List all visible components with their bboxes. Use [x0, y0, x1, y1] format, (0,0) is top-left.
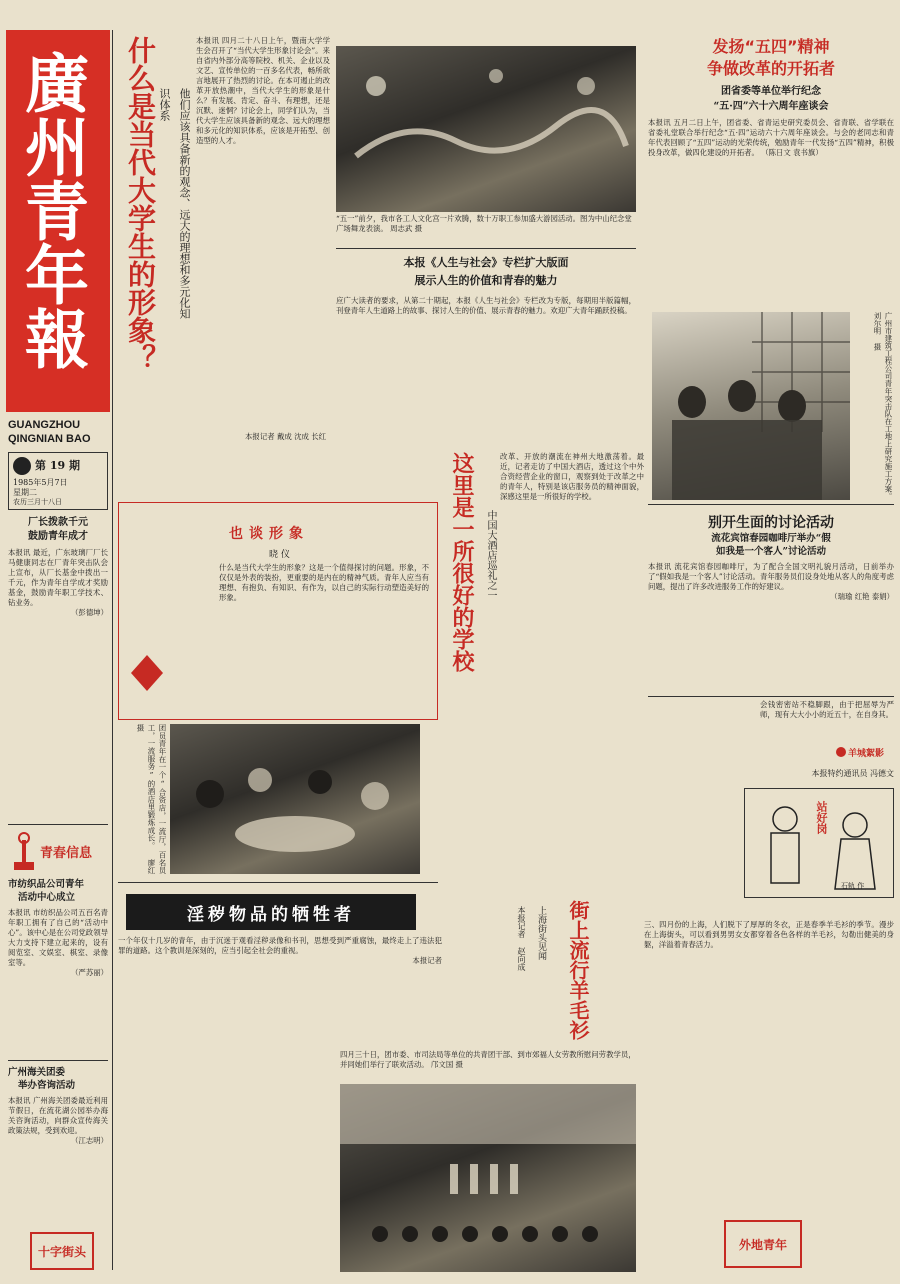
lead-byline: 本报记者 戴成 沈成 长红: [245, 432, 326, 441]
lead-body-text: 本报讯 四月二十八日上午，暨南大学学生会召开了“当代大学生形象讨论会”。来自省内外部分高等院校、机关、企业以及文艺、宣传单位的一百多名代表，畅所欲言地展开了热烈的讨论。在本可遏止的改革开放热潮中，当代大学生的形象是什么？有发展、肯定、奋斗、有理想，还是沉默、迷惘？讨论会上，同学们认为，当代大学生应该具备新的观念、远大的理想和多元化的知识体系，应该是开拓型、创造型的人才。: [196, 36, 330, 145]
may-fourth-author: （陈日文 袁书旗）: [761, 148, 823, 157]
discussion-headline: 别开生面的讨论活动: [708, 515, 834, 531]
issue-weekday: 星期二: [13, 488, 37, 497]
wool-subhead: 上海街头见闻: [536, 906, 546, 960]
issue-date: 1985年5月7日: [13, 478, 68, 487]
construction-caption: 广州市建筑工程公司青年突击队在工地上研究施工方案。 刘尔明 摄: [873, 312, 893, 500]
discussion-subhead-2: 如我是一个客人”讨论活动: [716, 546, 826, 557]
news3-title-2: 举办咨询活动: [18, 1080, 76, 1091]
lead-body-continued: [118, 432, 326, 492]
talk-image-box: [118, 502, 438, 720]
obscene-headline: 淫秽物品的牺牲者: [187, 904, 355, 925]
left-news-3: [8, 1066, 108, 1224]
bottom-left-logo: [30, 1232, 94, 1270]
discussion-body-text: 本报讯 流花宾馆春园咖啡厅，为了配合全国文明礼貌月活动，日前举办了“假如我是一个客人”讨论活动。青年服务员们设身处地从客人的角度考虑问题，提出了许多改进服务工作的好建议。: [648, 562, 894, 591]
wool-byline: 本报记者 赵向成: [517, 906, 526, 971]
lead-body: [196, 36, 330, 492]
news3-title-1: 广州海关团委: [8, 1067, 66, 1078]
decorative-emblem-icon: [129, 653, 165, 697]
cartoon-box: [744, 788, 894, 898]
life-headline-2: 展示人生的价值和青春的魅力: [414, 274, 558, 287]
discussion-body: [648, 562, 894, 692]
bottom-right-logo-text: 外地青年: [738, 1237, 787, 1252]
left-news-2: [8, 878, 108, 1058]
wool-headline: 街上流行羊毛衫: [566, 900, 590, 1040]
yangcheng-label-box: [836, 742, 894, 762]
obscene-headline-box: [126, 894, 416, 930]
lead-headline: 什么是当代大学生的形象？: [124, 36, 157, 372]
life-society-headline: [336, 254, 636, 290]
hotel-school-subhead: 中国大酒店巡礼之一: [485, 510, 496, 600]
pinyin-line-1: GUANGZHOU: [8, 419, 81, 431]
top-photo-dragon-dance: [336, 46, 636, 212]
news2-title-1: 市纺织品公司青年: [8, 879, 85, 890]
news1-title-2: 鼓励青年成才: [28, 531, 88, 542]
bottom-left-logo-text: 十字街头: [37, 1244, 86, 1259]
left-news-1: [8, 516, 108, 821]
talk-image-title: 也谈形象: [229, 526, 309, 542]
may-fourth-subhead-1: 团省委等单位举行纪念: [721, 86, 821, 97]
labor-camp-photo: [340, 1084, 636, 1272]
news2-author: （严苏丽）: [71, 968, 108, 977]
antenna-icon: [12, 832, 36, 870]
life-headline-1: 本报《人生与社会》专栏扩大版面: [403, 256, 569, 269]
cartoon-author: 石轨 作: [841, 882, 865, 890]
yangcheng-column-label: 羊城絮影: [848, 748, 885, 759]
wool-photo-caption: 四月三十日，团市委、市司法局等单位的共青团干部、到市郊福人女劳教所慰问劳教学员，并同她们举行了联欢活动。 邝文国 摄: [340, 1050, 636, 1069]
news2-body: 本报讯 市纺织品公司五百名青年职工拥有了自己的“活动中心”。该中心是在公司党政领导大力支持下建立起来的，设有阅览室、文娱室、棋室、录像室等。: [8, 908, 108, 967]
issue-box: [8, 452, 108, 510]
hotel-photo-caption: 团员青年在一个“合资店，一流厅，百名员工，一流服务”的酒店里锻炼成长。 廖红 摄: [136, 724, 167, 874]
yangcheng-author: 本报特约通讯员 冯德文: [811, 769, 894, 778]
issue-lunar: 农历三月十八日: [13, 498, 62, 506]
may-fourth-body: [648, 118, 894, 306]
construction-photo: [652, 312, 850, 500]
obscene-body-text: 一个年仅十几岁的青年，由于沉迷于观看淫秽录像和书刊，思想受到严重腐蚀，最终走上了违法犯罪的道路。这个教训是深刻的，应当引起全社会的重视。: [118, 936, 442, 955]
qingchun-xinxi-label: [8, 830, 108, 874]
section-label: 青春信息: [40, 846, 93, 861]
newspaper-title: 廣州青年報: [14, 50, 89, 370]
issue-number: 第 19 期: [35, 459, 80, 472]
hotel-school-body: 改革、开放的潮流在神州大地激荡着。最近，记者走访了中国大酒店，透过这个中外合资经营企业的窗口，观察到处于改革之中的青年人，特别是该店服务员的精神面貌，深感这里是一所很好的学校。: [500, 452, 644, 501]
news1-body: 本报讯 最近，广东玻璃厂厂长马健康同志在厂青年突击队会上宣布，从厂长基金中拨出一千元，作为青年自学成才奖励基金，鼓励青年职工学技术、钻业务。: [8, 548, 108, 607]
may-fourth-subhead: [648, 84, 894, 114]
sheep-icon: [836, 747, 846, 757]
obscene-author: 本报记者: [412, 956, 442, 965]
may-fourth-headline-2: 争做改革的开拓者: [706, 59, 835, 78]
talk-image-body: 什么是当代大学生的形象？这是一个值得探讨的问题。形象，不仅仅是外表的装扮，更重要的是内在的精神气质。青年人应当有理想、有抱负、有知识、有作为，以自己的实际行动塑造美好的形象。: [219, 563, 429, 602]
pinyin-line-2: QINGNIAN BAO: [8, 433, 91, 445]
discussion-author: （瑞瑜 红艳 泰娟）: [830, 592, 894, 601]
talk-image-author: 晓 仪: [269, 550, 290, 560]
hotel-school-headline: 这里是一所很好的学校: [449, 452, 474, 672]
cartoon-title: 站好岗: [815, 801, 828, 834]
news2-title-2: 活动中心成立: [18, 892, 76, 903]
news1-title-1: 厂长拨款千元: [28, 517, 88, 528]
masthead-banner: [6, 30, 110, 412]
wool-body: 三、四月份的上海，人们脱下了厚厚的冬衣，正是春季羊毛衫的季节。漫步在上海街头，可以看到男男女女都穿着各色各样的羊毛衫，勾勒出健美的身躯，洋溢着青春活力。: [644, 920, 894, 949]
yangcheng-body: 会钱密密站不稳脚跟，由于把屈辱为严师，现有大大小小的近五十，在自身其。: [760, 700, 894, 719]
news3-body: 本报讯 广州海关团委最近利用节假日，在流花湖公园举办海关咨询活动，向群众宣传海关政策法规，受到欢迎。: [8, 1096, 108, 1135]
lead-subheadline: 他们应该具备新的观念、远大的理想和多元化知识体系: [158, 88, 191, 319]
top-photo-caption: “五一”前夕，我市各工人文化宫一片欢腾，数十万职工参加盛大游园活动。图为中山纪念堂广场舞龙表演。 周志武 摄: [336, 214, 632, 233]
discussion-subhead-1: 流花宾馆春园咖啡厅举办“假: [711, 533, 831, 544]
hotel-photo: [170, 724, 420, 874]
may-fourth-subhead-2: “五·四”六十六周年座谈会: [713, 101, 829, 112]
may-fourth-headline-1: 发扬“五四”精神: [712, 37, 830, 56]
logo-icon: [13, 457, 31, 475]
news3-author: （江志明）: [71, 1136, 108, 1145]
discussion-subhead: [648, 532, 894, 558]
news1-author: （彭德坤）: [71, 608, 108, 617]
bottom-right-logo: [724, 1220, 802, 1268]
may-fourth-body-text: 本报讯 五月二日上午，团省委、省青运史研究委员会、省青联、省学联在省委礼堂联合举行纪念“五·四”运动六十六周年座谈会。与会的老同志和青年代表回顾了“五四”运动的光荣传统，勉励青年一代发扬“五四”精神，积极投身改革，做四化建设的开拓者。: [648, 118, 894, 157]
life-society-body: 应广大读者的要求，从第二十期起，本报《人生与社会》专栏改为专版，每期用半版篇幅，刊登青年人生道路上的故事、探讨人生的价值、展示青春的魅力。欢迎广大青年踊跃投稿。: [336, 296, 636, 315]
masthead-pinyin: [8, 418, 108, 446]
may-fourth-headline: [648, 36, 894, 80]
